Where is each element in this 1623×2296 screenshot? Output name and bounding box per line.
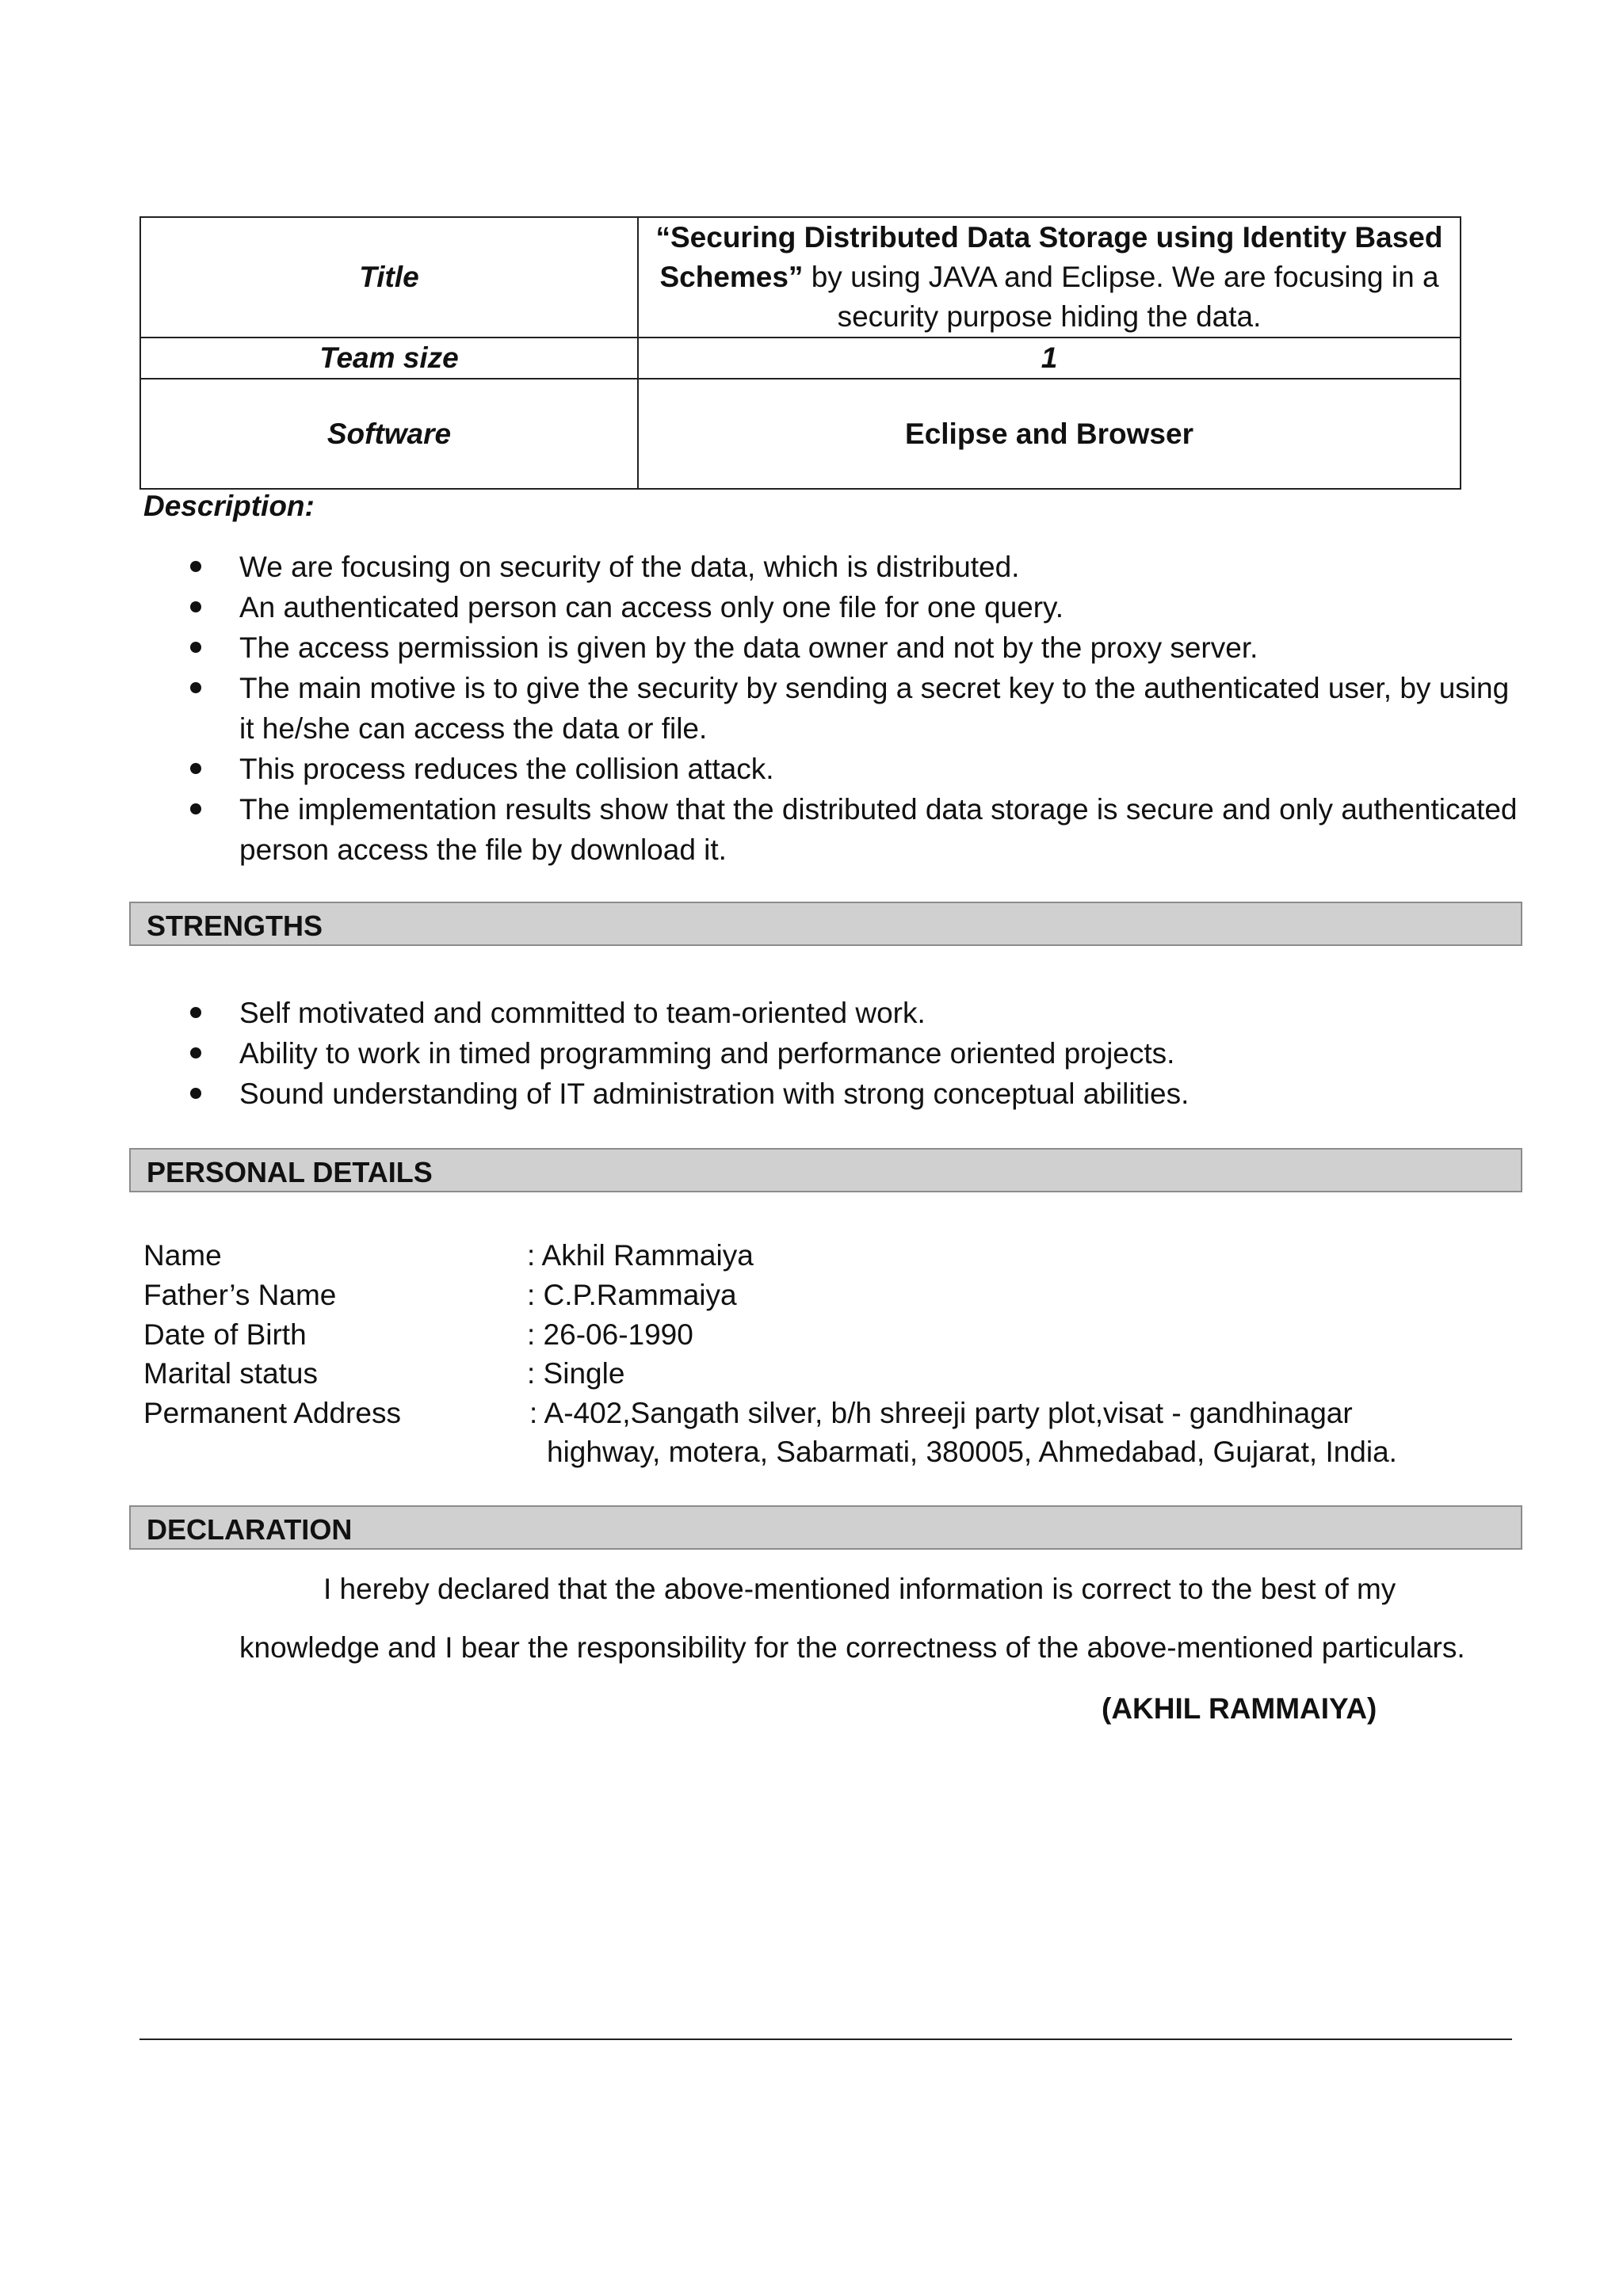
declaration-line-2: knowledge and I bear the responsibility for the correctness of the above-mentioned particulars. xyxy=(239,1631,1465,1664)
list-item xyxy=(190,1033,1522,1074)
list-item-text: The main motive is to give the security by sending a secret key to the authenticated user, by using it he/she can access the data or file. xyxy=(239,672,1510,745)
list-item xyxy=(190,547,1522,587)
permanent-address-continuation: highway, motera, Sabarmati, 380005, Ahmedabad, Gujarat, India. xyxy=(547,1436,1397,1468)
name-label: Name xyxy=(143,1239,222,1272)
list-item xyxy=(190,668,1522,749)
signature-name: (AKHIL RAMMAIYA) xyxy=(1102,1692,1377,1725)
project-table xyxy=(139,216,1461,490)
bullet-icon xyxy=(190,642,201,653)
list-item-text: We are focusing on security of the data, which is distributed. xyxy=(239,551,1020,583)
title-rest-text: by using JAVA and Eclipse. We are focusing in a security purpose hiding the data. xyxy=(803,261,1439,333)
title-label: Title xyxy=(140,217,638,338)
list-item-text: An authenticated person can access only one file for one query. xyxy=(239,591,1064,624)
permanent-address-label: Permanent Address xyxy=(143,1397,401,1429)
list-item-text: Sound understanding of IT administration with strong conceptual abilities. xyxy=(239,1077,1190,1110)
personal-details-heading: PERSONAL DETAILS xyxy=(147,1156,433,1188)
list-item-text: The implementation results show that the distributed data storage is secure and only authenticated person access the file by download it. xyxy=(239,793,1518,866)
date-of-birth-label: Date of Birth xyxy=(143,1318,307,1351)
list-item xyxy=(190,587,1522,627)
bullet-icon xyxy=(190,601,201,612)
list-item xyxy=(190,993,1522,1033)
list-item-text: This process reduces the collision attack. xyxy=(239,753,774,785)
team-size-value: 1 xyxy=(638,338,1461,379)
description-list xyxy=(190,547,1522,870)
list-item xyxy=(190,789,1522,870)
marital-status-label: Marital status xyxy=(143,1357,319,1390)
team-size-label: Team size xyxy=(140,338,638,379)
software-row xyxy=(140,379,1461,489)
list-item-text: The access permission is given by the data owner and not by the proxy server. xyxy=(239,631,1258,664)
title-row xyxy=(140,217,1461,338)
name-value: : Akhil Rammaiya xyxy=(527,1239,754,1272)
declaration-line-1: I hereby declared that the above-mentioned information is correct to the best of my xyxy=(323,1573,1396,1605)
list-item xyxy=(190,749,1522,789)
declaration-section-bar xyxy=(129,1505,1522,1550)
bullet-icon xyxy=(190,763,201,774)
date-of-birth-value: : 26-06-1990 xyxy=(527,1318,693,1351)
strengths-section-bar xyxy=(129,902,1522,946)
footer-divider xyxy=(139,2039,1512,2040)
fathers-name-label: Father’s Name xyxy=(143,1279,337,1311)
bullet-icon xyxy=(190,1007,201,1018)
software-label: Software xyxy=(140,379,638,489)
software-value: Eclipse and Browser xyxy=(638,379,1461,489)
list-item-text: Self motivated and committed to team-oriented work. xyxy=(239,997,926,1029)
title-bold-text: “Securing Distributed Data Storage using Identity Based Schemes” xyxy=(655,221,1443,293)
list-item xyxy=(190,627,1522,668)
team-size-row xyxy=(140,338,1461,379)
description-heading: Description: xyxy=(143,490,315,522)
bullet-icon xyxy=(190,561,201,572)
fathers-name-value: : C.P.Rammaiya xyxy=(527,1279,737,1311)
strengths-heading: STRENGTHS xyxy=(147,910,323,942)
personal-details-section-bar xyxy=(129,1148,1522,1192)
strengths-list xyxy=(190,993,1522,1114)
bullet-icon xyxy=(190,1047,201,1058)
permanent-address-value: : A-402,Sangath silver, b/h shreeji party plot,visat - gandhinagar xyxy=(529,1397,1353,1429)
list-item-text: Ability to work in timed programming and performance oriented projects. xyxy=(239,1037,1175,1070)
title-value xyxy=(638,217,1461,338)
bullet-icon xyxy=(190,803,201,814)
marital-status-value: : Single xyxy=(527,1357,625,1390)
list-item xyxy=(190,1074,1522,1114)
bullet-icon xyxy=(190,1088,201,1099)
declaration-heading: DECLARATION xyxy=(147,1513,353,1546)
bullet-icon xyxy=(190,682,201,693)
